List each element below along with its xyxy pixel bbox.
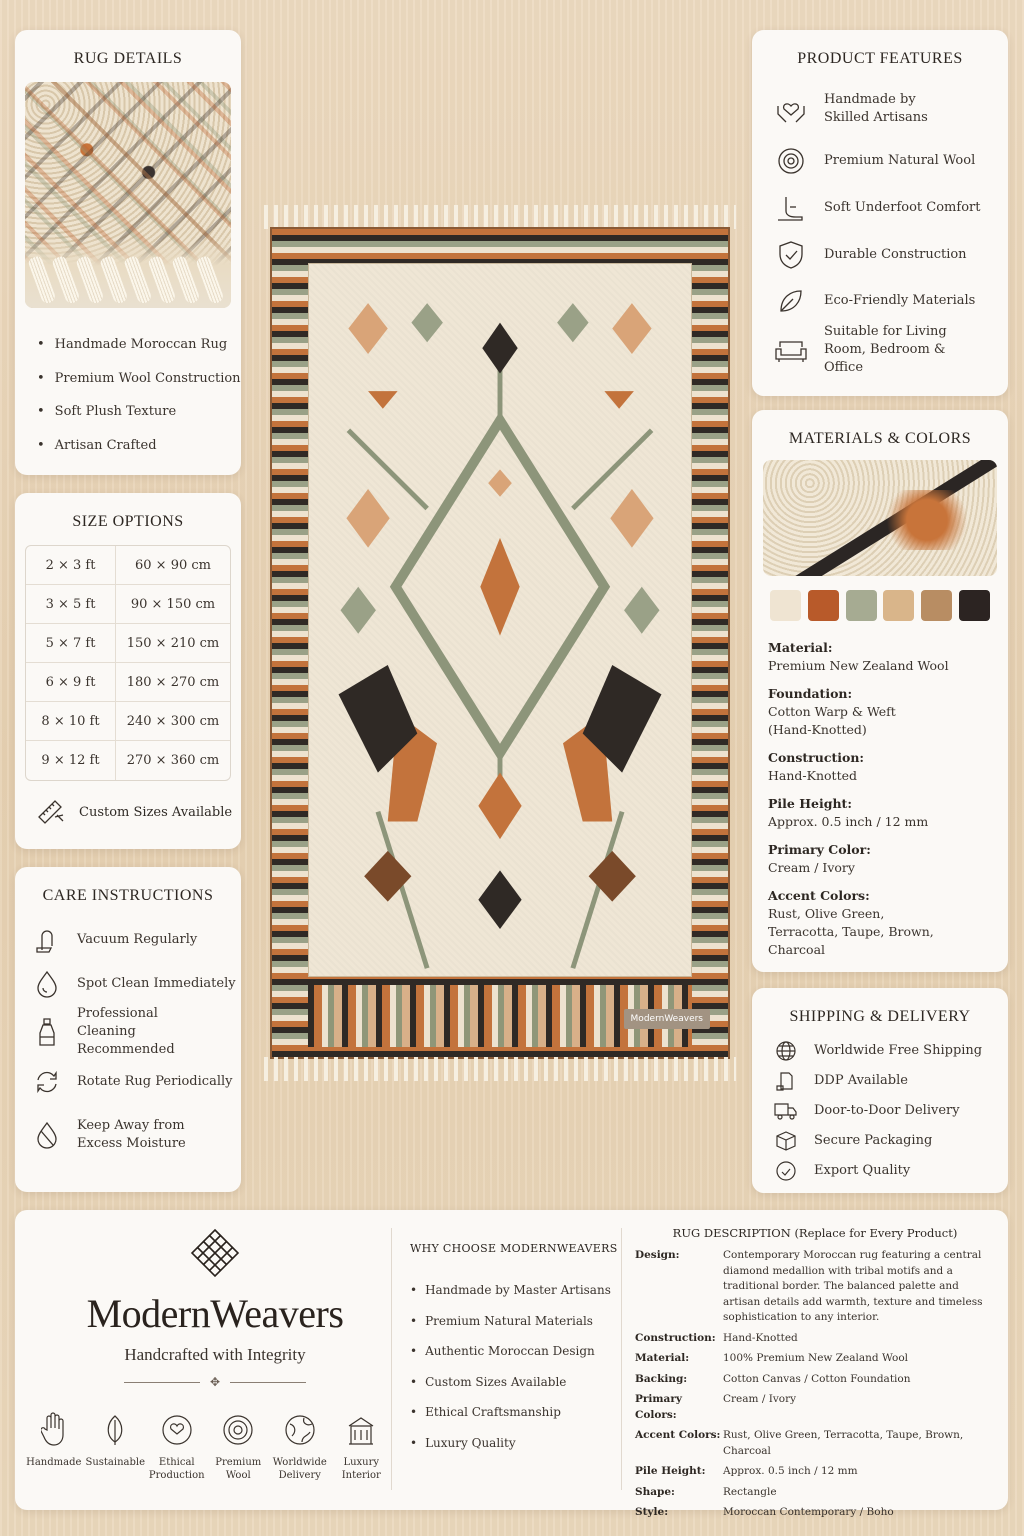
field-value: Cream / Ivory: [768, 860, 855, 875]
desc-key: Design:: [635, 1249, 680, 1261]
care-title: CARE INSTRUCTIONS: [42, 887, 214, 904]
rug-description-title: RUG DESCRIPTION (Replace for Every Product): [672, 1226, 958, 1240]
list-item: [33, 1057, 241, 1107]
rug-brand-label: ModernWeavers: [624, 1009, 710, 1029]
rug-details-card: [15, 30, 241, 475]
droplet-icon: [33, 970, 61, 998]
size-ft: 3 × 5 ft: [26, 585, 116, 624]
rug-details-list: [37, 328, 241, 462]
badge-label: Sustainable: [85, 1457, 146, 1468]
feature-label: Suitable for Living Room, Bedroom & Office: [824, 324, 947, 375]
color-swatch[interactable]: [883, 590, 914, 621]
brand-panel: [15, 1210, 1008, 1518]
desc-key: Shape:: [635, 1485, 675, 1498]
size-cm: 270 × 360 cm: [126, 753, 220, 768]
why-choose-block: [410, 1242, 620, 1458]
list-item: [774, 324, 1008, 376]
feature-label: Durable Construction: [824, 247, 967, 262]
desc-value: Rectangle: [723, 1485, 777, 1498]
color-swatches: [770, 590, 990, 621]
badge-label: Worldwide Delivery: [272, 1457, 327, 1481]
care-label: Spot Clean Immediately: [77, 976, 236, 991]
badge-label: Ethical Production: [148, 1457, 205, 1481]
field-label: Foundation:: [768, 686, 853, 701]
table-row[interactable]: [26, 546, 230, 585]
care-card: [15, 867, 241, 1192]
globe-icon: [774, 1039, 798, 1063]
color-swatch[interactable]: [921, 590, 952, 621]
shipping-label: Door-to-Door Delivery: [814, 1103, 960, 1118]
brand-logo-icon: [186, 1226, 244, 1280]
table-row[interactable]: [26, 741, 230, 780]
list-item: • Premium Natural Materials: [410, 1306, 620, 1337]
field-value: Cotton Warp & Weft (Hand-Knotted): [768, 704, 896, 737]
desc-key: Pile Height:: [635, 1465, 706, 1477]
table-row[interactable]: [26, 663, 230, 702]
field-value: Rust, Olive Green, Terracotta, Taupe, Brown, Charcoal: [768, 906, 934, 957]
color-swatch[interactable]: [808, 590, 839, 621]
shipping-label: DDP Available: [814, 1073, 908, 1088]
list-item: [774, 184, 1008, 232]
leaf-icon: [774, 284, 808, 318]
product-features-title: PRODUCT FEATURES: [797, 50, 963, 67]
badge-label: Handmade: [26, 1457, 82, 1468]
list-item: • Handmade Moroccan Rug: [37, 328, 241, 362]
description-row: [635, 1485, 995, 1501]
foot-icon: [774, 191, 808, 225]
desc-value: Cotton Canvas / Cotton Foundation: [723, 1372, 911, 1385]
list-item: [33, 1007, 241, 1057]
leaf-outline-icon: [85, 1408, 147, 1446]
brand-badges: [23, 1408, 392, 1482]
globe-outline-icon: [269, 1408, 331, 1446]
size-cm: 180 × 270 cm: [116, 663, 230, 702]
quality-badge-icon: [774, 1159, 798, 1183]
rug-description-block: [635, 1226, 995, 1526]
field-label: Pile Height:: [768, 796, 852, 811]
size-cm: 60 × 90 cm: [116, 546, 230, 585]
list-item: • Artisan Crafted: [37, 429, 241, 463]
rug-closeup-image: [25, 82, 231, 308]
size-cm: 150 × 210 cm: [116, 624, 230, 663]
feature-label: Soft Underfoot Comfort: [824, 200, 981, 215]
color-swatch[interactable]: [770, 590, 801, 621]
ornament-icon: ✥: [209, 1375, 221, 1389]
heart-hands-icon: [146, 1408, 208, 1446]
table-row[interactable]: [26, 702, 230, 741]
rug-fringe-top: [264, 205, 736, 229]
list-item: [774, 1156, 1008, 1186]
list-item: [774, 278, 1008, 324]
why-choose-title: WHY CHOOSE MODERNWEAVERS: [410, 1242, 618, 1255]
size-options-card: [15, 493, 241, 849]
field-label: Accent Colors:: [768, 888, 870, 903]
field-label: Material:: [768, 640, 833, 655]
care-label: Keep Away from Excess Moisture: [77, 1118, 186, 1151]
list-item: [33, 919, 241, 961]
desc-value: Cream / Ivory: [723, 1393, 797, 1405]
description-row: [635, 1505, 995, 1521]
wool-icon: [774, 144, 808, 178]
list-item: [774, 138, 1008, 184]
material-fields: [768, 639, 1008, 959]
size-cm: 240 × 300 cm: [116, 702, 230, 741]
ddp-icon: [774, 1069, 798, 1093]
size-table: [25, 545, 231, 781]
badge: [23, 1408, 85, 1482]
desc-key: Construction:: [635, 1331, 716, 1344]
care-label: Professional Cleaning Recommended: [77, 1006, 175, 1057]
list-item: [774, 1066, 1008, 1096]
list-item: • Handmade by Master Artisans: [410, 1275, 620, 1306]
custom-sizes-label: Custom Sizes Available: [79, 804, 233, 820]
feature-label: Premium Natural Wool: [824, 153, 976, 168]
table-row[interactable]: [26, 585, 230, 624]
list-item: [33, 1107, 241, 1163]
hands-heart-icon: [774, 92, 808, 126]
size-ft: 8 × 10 ft: [26, 702, 116, 741]
rug-pattern: [309, 264, 691, 976]
desc-key: Style:: [635, 1506, 669, 1518]
wool-closeup-image: [763, 460, 997, 576]
list-item: • Ethical Craftsmanship: [410, 1397, 620, 1428]
size-ft: 6 × 9 ft: [26, 663, 116, 702]
description-row: [635, 1372, 995, 1388]
rug-fringe-bottom: [264, 1057, 736, 1081]
size-ft: 5 × 7 ft: [26, 624, 116, 663]
building-icon: [331, 1408, 393, 1446]
feature-label: Handmade by Skilled Artisans: [824, 92, 928, 125]
materials-title: MATERIALS & COLORS: [788, 430, 972, 447]
list-item: • Soft Plush Texture: [37, 395, 241, 429]
table-row[interactable]: [26, 624, 230, 663]
badge: [269, 1408, 331, 1482]
description-row: [635, 1331, 995, 1347]
shipping-title: SHIPPING & DELIVERY: [789, 1008, 971, 1025]
size-ft: 2 × 3 ft: [26, 546, 116, 585]
badge-label: Luxury Interior: [341, 1457, 381, 1481]
features-list: [774, 80, 1008, 376]
size-options-title: SIZE OPTIONS: [72, 513, 184, 530]
no-moisture-icon: [33, 1121, 61, 1149]
brand-block: [35, 1226, 395, 1389]
description-row: [635, 1351, 995, 1367]
rug-details-title: RUG DETAILS: [73, 50, 183, 67]
divider: [621, 1228, 622, 1490]
desc-key: Primary Colors:: [635, 1393, 682, 1421]
shipping-label: Export Quality: [814, 1163, 911, 1178]
badge: [146, 1408, 208, 1482]
shield-check-icon: [774, 238, 808, 272]
desc-value: Approx. 0.5 inch / 12 mm: [723, 1465, 858, 1477]
rug-field: [308, 263, 692, 977]
desc-value: Rust, Olive Green, Terracotta, Taupe, Brown, Charcoal: [723, 1429, 964, 1457]
truck-icon: [774, 1099, 798, 1123]
rotate-icon: [33, 1068, 61, 1096]
rug-image: [264, 205, 736, 1081]
desc-value: Contemporary Moroccan rug featuring a central diamond medallion with tribal motifs and a traditional border. The balanced palette and artisan details add warmth, texture and timeless sophistication to any interior.: [723, 1249, 983, 1323]
field-value: Approx. 0.5 inch / 12 mm: [768, 814, 929, 829]
shipping-label: Worldwide Free Shipping: [814, 1043, 983, 1058]
vacuum-icon: [33, 926, 61, 954]
size-cm: 90 × 150 cm: [116, 585, 230, 624]
rug-body: [270, 227, 730, 1059]
ruler-pencil-icon: [37, 799, 67, 825]
list-item: [774, 232, 1008, 278]
color-swatch[interactable]: [846, 590, 877, 621]
field-label: Construction:: [768, 750, 865, 765]
desc-key: Accent Colors:: [635, 1429, 721, 1441]
desc-value: Moroccan Contemporary / Boho: [723, 1506, 894, 1518]
field-value: Premium New Zealand Wool: [768, 658, 949, 673]
feature-label: Eco-Friendly Materials: [824, 293, 976, 308]
brand-name: ModernWeavers: [86, 1291, 344, 1336]
field-label: Primary Color:: [768, 842, 871, 857]
badge: [208, 1408, 270, 1482]
desc-key: Material:: [635, 1352, 690, 1364]
badge: [331, 1408, 393, 1482]
color-swatch[interactable]: [959, 590, 990, 621]
field-value: Hand-Knotted: [768, 768, 857, 783]
brand-divider: [35, 1375, 395, 1389]
description-row: [635, 1248, 995, 1326]
list-item: [774, 1036, 1008, 1066]
desc-value: Hand-Knotted: [723, 1331, 798, 1344]
hand-icon: [23, 1408, 85, 1446]
box-icon: [774, 1129, 798, 1153]
description-row: [635, 1392, 995, 1423]
spray-bottle-icon: [33, 1018, 61, 1046]
badge: [85, 1408, 147, 1482]
shipping-card: [752, 988, 1008, 1193]
desc-value: 100% Premium New Zealand Wool: [723, 1352, 909, 1364]
desc-key: Backing:: [635, 1372, 688, 1385]
list-item: [774, 1126, 1008, 1156]
description-row: [635, 1428, 995, 1459]
list-item: • Premium Wool Construction: [37, 362, 241, 396]
product-features-card: [752, 30, 1008, 396]
size-ft: 9 × 12 ft: [26, 741, 116, 780]
materials-card: [752, 410, 1008, 972]
wool-ball-icon: [208, 1408, 270, 1446]
custom-sizes[interactable]: [37, 799, 241, 825]
badge-label: Premium Wool: [215, 1457, 262, 1481]
care-list: [33, 919, 241, 1163]
list-item: • Luxury Quality: [410, 1428, 620, 1459]
why-choose-list: [410, 1275, 620, 1458]
divider: [391, 1228, 392, 1490]
care-label: Rotate Rug Periodically: [77, 1074, 233, 1089]
brand-tagline: Handcrafted with Integrity: [124, 1345, 306, 1364]
list-item: [774, 80, 1008, 138]
shipping-label: Secure Packaging: [814, 1133, 933, 1148]
list-item: • Authentic Moroccan Design: [410, 1336, 620, 1367]
description-row: [635, 1464, 995, 1480]
list-item: [33, 961, 241, 1007]
shipping-list: [774, 1036, 1008, 1186]
sofa-icon: [774, 333, 808, 367]
list-item: • Custom Sizes Available: [410, 1367, 620, 1398]
list-item: [774, 1096, 1008, 1126]
care-label: Vacuum Regularly: [77, 932, 198, 947]
